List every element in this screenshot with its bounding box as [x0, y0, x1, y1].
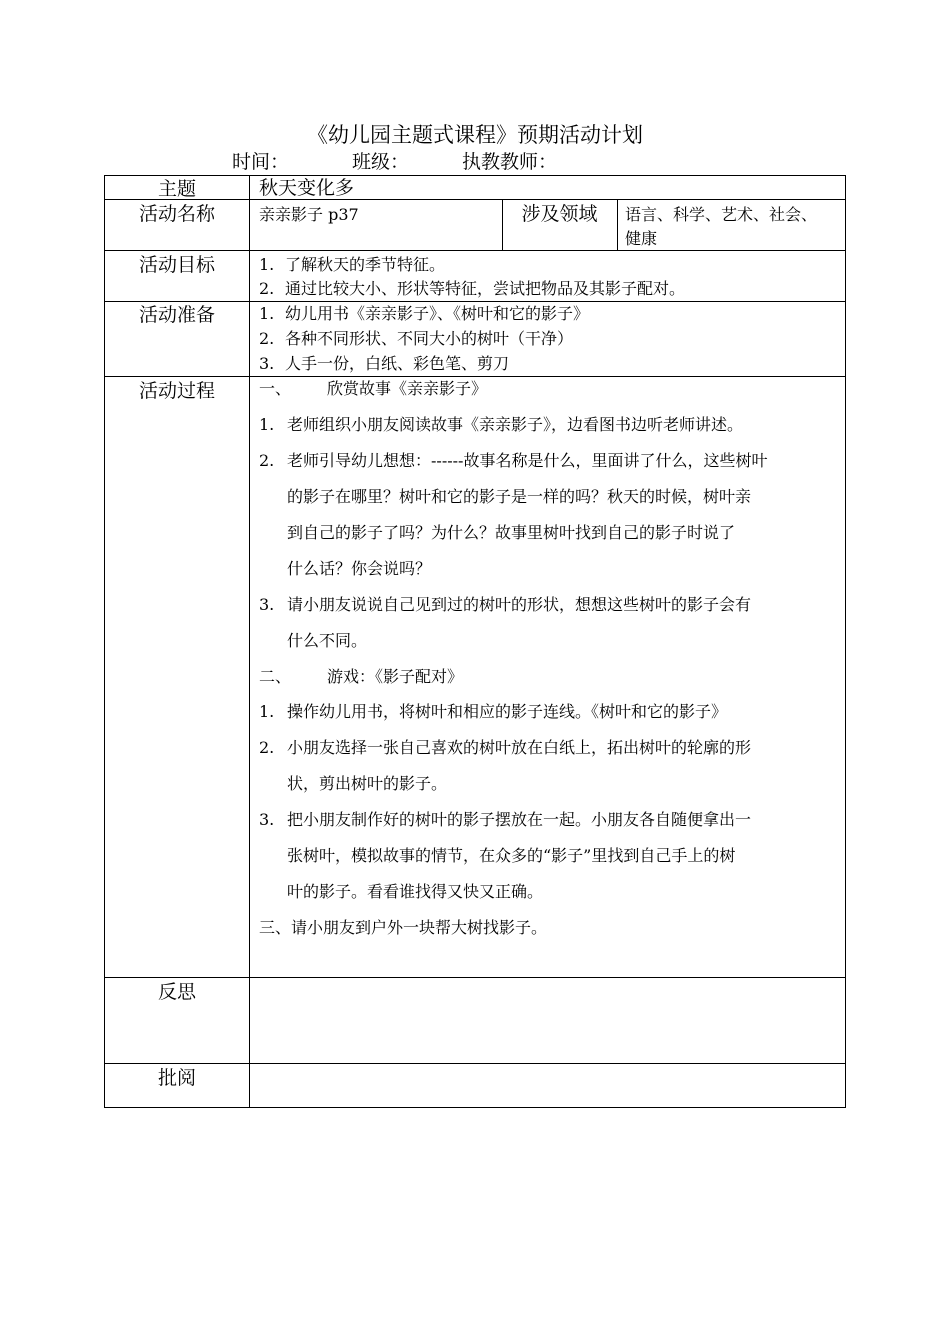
column-divider [249, 176, 250, 1107]
list-item: 2. 老师引导幼儿想想：------故事名称是什么，里面讲了什么，这些树叶 [259, 451, 768, 470]
list-item-continuation: 叶的影子。看看谁找得又快又正确。 [287, 882, 544, 901]
list-item: 3. 把小朋友制作好的树叶的影子摆放在一起。小朋友各自随便拿出一 [259, 810, 752, 829]
list-item: 1. 幼儿用书《亲亲影子》、《树叶和它的影子》 [259, 304, 590, 323]
list-item: 2. 各种不同形状、不同大小的树叶（干净） [259, 329, 574, 348]
section-heading: 一、 欣赏故事《亲亲影子》 [259, 379, 488, 398]
prep-label: 活动准备 [138, 304, 215, 326]
process-content [259, 375, 839, 946]
section-heading: 三、请小朋友到户外一块帮大树找影子。 [259, 918, 548, 937]
reflection-area[interactable] [259, 979, 839, 1059]
list-item-continuation: 什么不同。 [287, 631, 368, 650]
list-item: 1. 老师组织小朋友阅读故事《亲亲影子》，边看图书边听老师讲述。 [259, 415, 744, 434]
goals-label: 活动目标 [138, 254, 215, 276]
section-1-list [259, 407, 839, 659]
meta-time: 时间： [232, 151, 290, 173]
list-item: 2. 通过比较大小、形状等特征，尝试把物品及其影子配对。 [259, 279, 686, 298]
process-label: 活动过程 [138, 380, 215, 402]
list-item-continuation: 张树叶，模拟故事的情节，在众多的“影子”里找到自己手上的树 [287, 846, 736, 865]
section-heading: 二、 游戏：《影子配对》 [259, 667, 464, 686]
list-item-continuation: 的影子在哪里？树叶和它的影子是一样的吗？秋天的时候，树叶亲 [287, 487, 752, 506]
goals-list [259, 253, 839, 301]
plan-table [104, 175, 846, 1108]
theme-label: 主题 [157, 178, 196, 200]
list-item-continuation: 状，剪出树叶的影子。 [287, 774, 448, 793]
list-item: 3. 人手一份，白纸、彩色笔、剪刀 [259, 354, 510, 373]
meta-class: 班级： [352, 151, 410, 173]
list-item: 1. 操作幼儿用书，将树叶和相应的影子连线。《树叶和它的影子》 [259, 702, 728, 721]
review-area[interactable] [259, 1065, 839, 1105]
domain-label: 涉及领域 [521, 203, 598, 225]
section-2-list [259, 694, 839, 910]
document-meta [232, 148, 557, 176]
activity-name-label: 活动名称 [138, 203, 215, 225]
document-title: 《幼儿园主题式课程》预期活动计划 [307, 123, 643, 147]
list-item: 2. 小朋友选择一张自己喜欢的树叶放在白纸上，拓出树叶的轮廓的形 [259, 738, 752, 757]
row-divider [105, 250, 845, 251]
row-divider [105, 1063, 845, 1064]
row-divider [105, 977, 845, 978]
domain-value-line1: 语言、科学、艺术、社会、 [625, 205, 818, 224]
list-item-continuation: 什么话？你会说吗？ [287, 559, 432, 578]
list-item: 1. 了解秋天的季节特征。 [259, 255, 446, 274]
meta-teacher: 执教教师： [462, 151, 558, 173]
list-item: 3. 请小朋友说说自己见到过的树叶的形状，想想这些树叶的影子会有 [259, 595, 752, 614]
list-item-continuation: 到自己的影子了吗？为什么？故事里树叶找到自己的影子时说了 [287, 523, 736, 542]
prep-list [259, 302, 839, 377]
theme-value: 秋天变化多 [259, 177, 355, 199]
domain-value-line2: 健康 [625, 229, 658, 248]
reflection-label: 反思 [157, 981, 196, 1003]
review-label: 批阅 [157, 1067, 196, 1089]
activity-name-value: 亲亲影子 p37 [259, 205, 359, 224]
column-divider [617, 199, 618, 250]
